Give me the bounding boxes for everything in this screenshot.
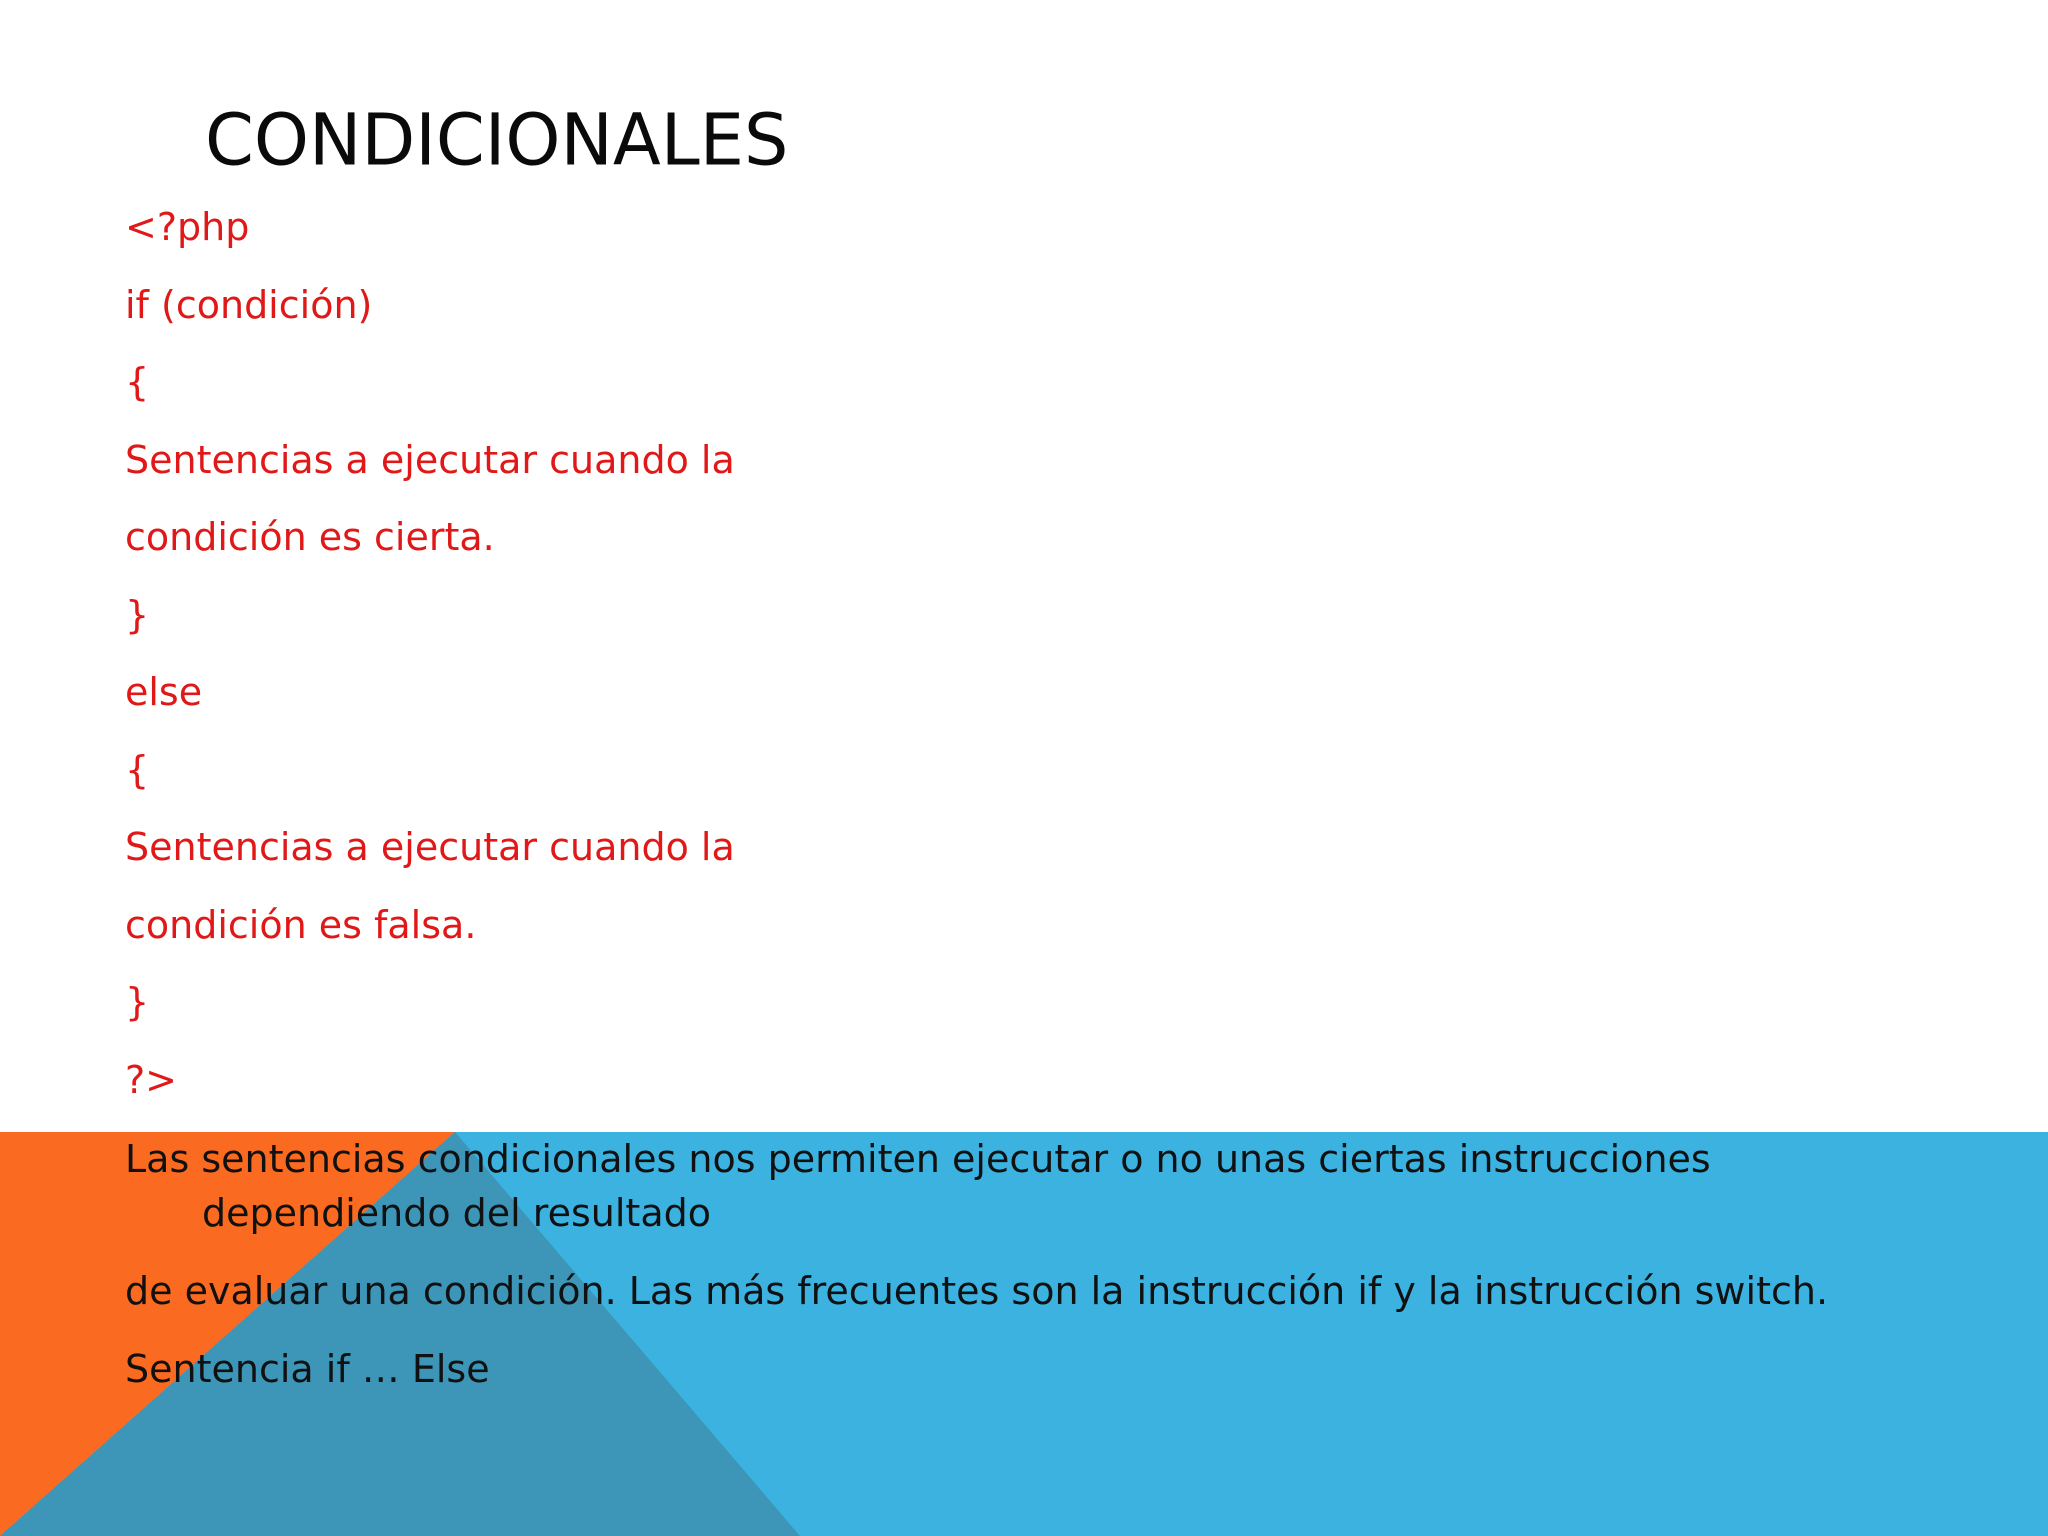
code-line: condición es falsa. <box>125 902 477 947</box>
slide-title: CONDICIONALES <box>205 98 789 182</box>
description-paragraph-3: Sentencia if … Else <box>125 1347 490 1391</box>
description-line-1-continued: dependiendo del resultado <box>202 1191 711 1235</box>
code-line: } <box>125 980 150 1024</box>
code-line: <?php <box>125 205 250 249</box>
code-line: { <box>125 360 150 404</box>
code-line: else <box>125 670 203 714</box>
code-line: Sentencias a ejecutar cuando la <box>125 437 735 482</box>
php-code-block <box>125 200 735 1130</box>
code-line: } <box>125 592 150 637</box>
code-line: if (condición) <box>125 282 373 327</box>
code-line: ?> <box>125 1057 178 1102</box>
code-line: condición es cierta. <box>125 515 495 559</box>
description-line-1: Las sentencias condicionales nos permiten ejecutar o no unas ciertas instrucciones <box>125 1137 1711 1181</box>
description-paragraph-1 <box>125 1132 2005 1240</box>
code-line: { <box>125 747 150 792</box>
description-block <box>125 1132 2005 1396</box>
description-paragraph-2: de evaluar una condición. Las más frecuentes son la instrucción if y la instrucción switch. <box>125 1269 1829 1313</box>
code-line: Sentencias a ejecutar cuando la <box>125 825 735 869</box>
